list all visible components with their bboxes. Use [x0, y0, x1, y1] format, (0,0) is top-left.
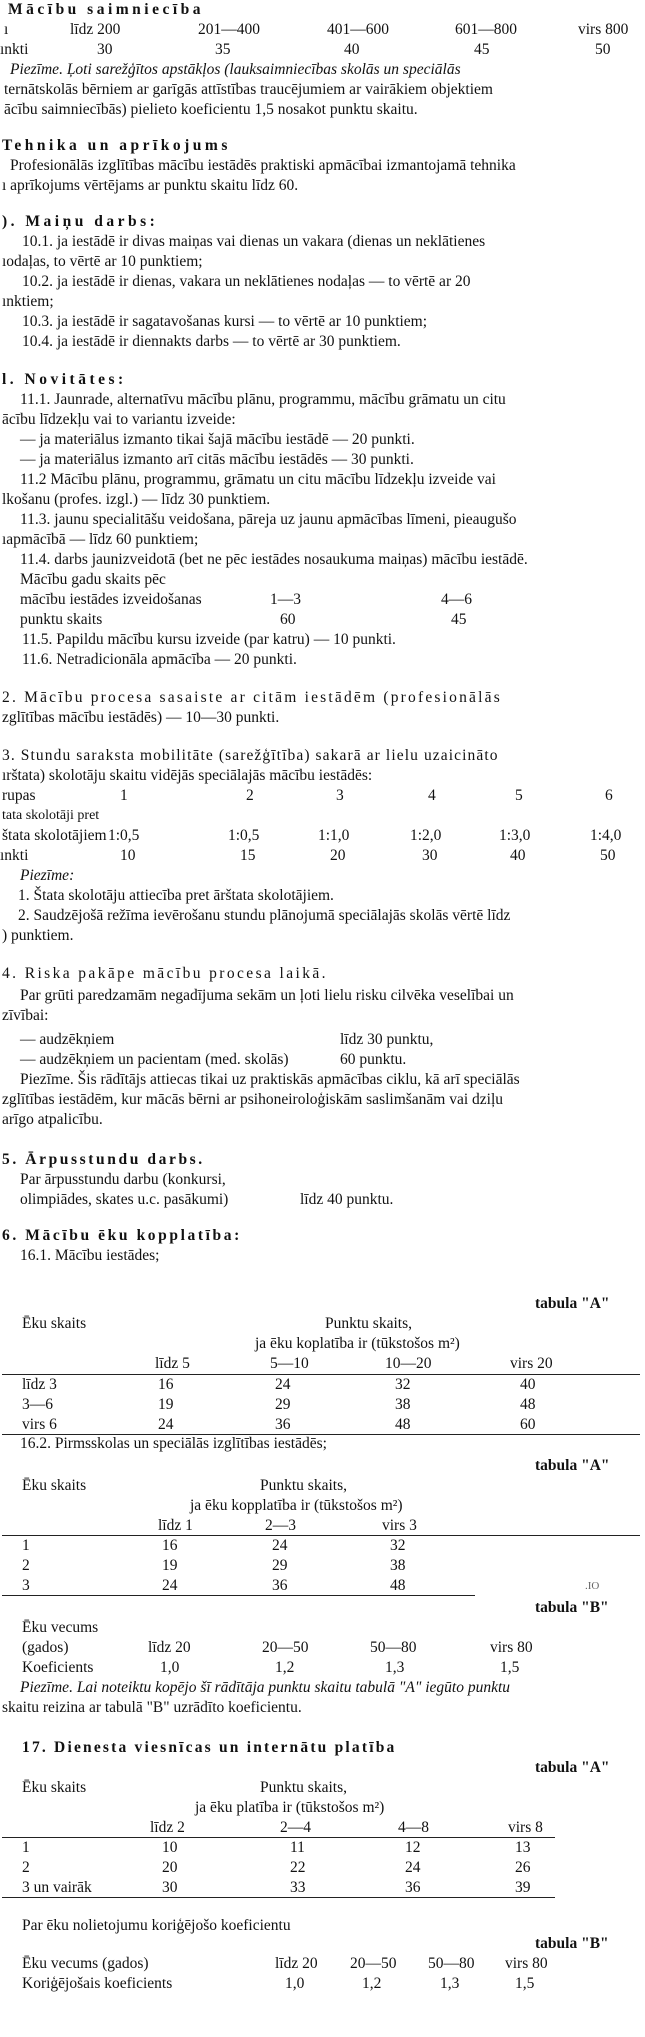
table-cell: 1:0,5 — [228, 827, 260, 844]
table-cell: 30 — [162, 1879, 178, 1896]
table-cell: 1:3,0 — [499, 827, 531, 844]
table-cell: 1,3 — [440, 1975, 460, 1992]
table-cell: 1—3 — [270, 591, 301, 608]
column-header: Punktu skaits, — [325, 1315, 412, 1332]
column-header: ja ēku kopplatība ir (tūkstošos m²) — [190, 1497, 403, 1514]
table-cell: virs 80 — [490, 1639, 533, 1656]
table-cell: 48 — [395, 1416, 411, 1433]
table-cell: līdz 30 punktu, — [340, 1031, 434, 1048]
table-cell: līdz 40 punktu. — [300, 1191, 394, 1208]
column-header: Ēku skaits — [22, 1779, 87, 1796]
table-cell: 1,2 — [275, 1659, 295, 1676]
table-rule — [2, 1837, 555, 1838]
table-cell: 50 — [595, 41, 611, 58]
table-cell: 1,0 — [285, 1975, 305, 1992]
text-line: 11.3. jaunu specialitāšu veidošana, pāreja uz jaunu apmācības līmeni, pieaugušo — [20, 511, 517, 528]
table-cell: 1,0 — [160, 1659, 180, 1676]
section-title: l. Novitātes: — [2, 371, 127, 388]
row-label: Koriģējošais koeficients — [22, 1975, 173, 1992]
section-title: 2. Mācību procesa sasaiste ar citām iestādēm (profesionālās — [2, 689, 502, 706]
table-tag: tabula "B" — [535, 1599, 609, 1616]
table-cell: 32 — [390, 1537, 406, 1554]
text-line: ācību līdzekļu vai to variantu izveide: — [2, 411, 236, 428]
table-cell: 11 — [290, 1839, 305, 1856]
row-label: 3 un vairāk — [22, 1879, 92, 1896]
row-label: Ēku vecums — [22, 1619, 99, 1636]
text-line: lkošanu (profes. izgl.) — līdz 30 punktiem. — [2, 491, 271, 508]
document-page: Mācību saimniecība ı līdz 200 201—400 401—600 601—800 virs 800 ınkti 30 35 40 45 50 Piezīme. Ļoti sarežģītos apstākļos (lauksaimniecības skolās un speciālās ternātskolās bērniem ar garīgās attīstības traucējumiem ar vairākiem objektiem ācību saimniecībās) pielieto koeficientu 1,5 nosakot punktu skaitu. Tehnika un aprīkojums Profesionālās izglītības mācību iestādēs praktiski apmācībai izmantojamā tehnika ı aprīkojums vērtējams ar punktu skaitu līdz 60. ). Maiņu darbs: 10.1. ja iestādē ir divas maiņas vai dienas un vakara (dienas un neklātienes ıodaļas, to vērtē ar 10 punktiem; 10.2. ja iestādē ir dienas, vakara un neklātienes nodaļas — to vērtē ar 20 ınktiem; 10.3. ja iestādē ir sagatavošanas kursi — to vērtē ar 10 punktiem; 10.4. ja iestādē ir diennakts darbs — to vērtē ar 30 punktiem. l. Novitātes: 11.1. Jaunrade, alternatīvu mācību plānu, programmu, mācību grāmatu un citu ācību līdzekļu vai to variantu izveide: — ja materiālus izmanto tikai šajā mācību iestādē — 20 punkti. — ja materiālus izmanto arī citās mācību iestādēs — 30 punkti. 11.2 Mācību plānu, programmu, grāmatu un citu mācību līdzekļu izveide vai lkošanu (profes. izgl.) — līdz 30 punktiem. 11.3. jaunu specialitāšu veidošana, pāreja uz jaunu apmācības līmeni, pieaugušo ıapmācībā — līdz 60 punktiem; 11.4. darbs jaunizveidotā (bet ne pēc iestādes nosaukuma maiņas) mācību iestādē. Mācību gadu skaits pēc mācību iestādes izveidošanas 1—3 4—6 punktu skaits 60 45 11.5. Papildu mācību kursu izveide (par katru) — 10 punkti. 11.6. Netradicionāla apmācība — 20 punkti. 2. Mācību procesa sasaiste ar citām iestādēm (profesionālās zglītības mācību iestādēs) — 10—30 punkti. 3. Stundu saraksta mobilitāte (sarežģītība) sakarā ar lielu uzaicināto ırštata) skolotāju skaitu vidējās speciālajās mācību iestādēs: rupas 1 2 3 4 5 6 tata skolotāji pret štata skolotājiem 1:0,5 1:0,5 1:1,0 1:2,0 1:3,0 1:4,0 ınkti 10 15 20 30 40 50 Piezīme: 1. Štata skolotāju attiecība pret ārštata skolotājiem. 2. Saudzējošā režīma ievērošanu stundu plānojumā speciālajās skolās vērtē līdz ) punktiem. 4. Riska pakāpe mācību procesa laikā. Par grūti paredzamām negadījuma sekām un ļoti lielu risku cilvēka veselībai un zīvībai: — audzēkņiem līdz 30 punktu, — audzēkņiem un pacientam (med. skolās) 60 punktu. Piezīme. Šis rādītājs attiecas tikai uz praktiskās apmācības ciklu, kā arī speciālās zglītības iestādēm, kur mācās bērni ar psihoneiroloģiskām saslimšanām vai dziļu arīgo atpalicību. 5. Ārpusstundu darbs. Par ārpusstundu darbu (konkursi, olimpiādes, skates u.c. pasākumi) līdz 40 punktu. 6. Mācību ēku kopplatība: 16.1. Mācību iestādes; tabula "A" Ēku skaits Punktu skaits, ja ēku koplatība ir (tūkstošos m²) līdz 5 5—10 10—20 virs 20 līdz 3 16 24 32 40 3—6 19 29 38 48 virs 6 24 36 48 60 16.2. Pirmsskolas un speciālās izglītības iestādēs; tabula "A" Ēku skaits Punktu skaits, ja ēku kopplatība ir (tūkstošos m²) līdz 1 2—3 virs 3 1 16 24 32 2 19 29 38 3 24 36 48 .IO tabula "B" Ēku vecums (gados) līdz 20 20—50 50—80 virs 80 Koeficients 1,0 1,2 1,3 1,5 Piezīme. Lai noteiktu kopējo šī rādītāja punktu skaitu tabulā "A" iegūto punktu skaitu reizina ar tabulā "B" uzrādīto koeficientu. 17. Dienesta viesnīcas un internātu platība tabula "A" Ēku skaits Punktu skaits, ja ēku platība ir (tūkstošos m²) līdz 2 2—4 4—8 virs 8 1 10 11 12 13 2 20 22 24 26 3 un vairāk 30 33 36 39 Par ēku nolietojumu koriģējošo koeficientu tabula "B" Ēku vecums (gados) līdz 20 20—50 50—80 virs 80 Koriģējošais koeficients 1,0 1,2 1,3 1,5 — [0, 0, 645, 2037]
stray-mark: .IO — [585, 1580, 600, 1592]
row-label: tata skolotāji pret — [2, 808, 100, 823]
table-cell: 36 — [405, 1879, 421, 1896]
note-line: zglītības iestādēm, kur mācās bērni ar psihoneiroloģiskām saslimšanām vai dziļu — [2, 1091, 504, 1108]
column-header: ja ēku platība ir (tūkstošos m²) — [195, 1799, 385, 1816]
row-label: rupas — [2, 787, 36, 804]
section-title: Mācību saimniecība — [8, 1, 205, 18]
table-cell: 16 — [162, 1537, 178, 1554]
note-line: 1. Štata skolotāju attiecība pret ārštata skolotājiem. — [18, 887, 334, 904]
table-cell: 20—50 — [262, 1639, 309, 1656]
text-line: 10.4. ja iestādē ir diennakts darbs — to vērtē ar 30 punktiem. — [22, 333, 401, 350]
note-line: ācību saimniecībās) pielieto koeficientu 1,5 nosakot punktu skaitu. — [4, 101, 418, 118]
row-label: punktu skaits — [20, 611, 103, 628]
text-line: Par ārpusstundu darbu (konkursi, — [20, 1171, 226, 1188]
table-cell: 24 — [275, 1376, 291, 1393]
row-label: 3—6 — [22, 1396, 53, 1413]
section-title: 4. Riska pakāpe mācību procesa laikā. — [2, 965, 328, 982]
table-cell: 601—800 — [455, 21, 517, 38]
text-line: Mācību gadu skaits pēc — [20, 571, 166, 588]
table-cell: 1:0,5 — [108, 827, 140, 844]
table-cell: 1 — [120, 787, 128, 804]
table-tag: tabula "B" — [535, 1935, 609, 1952]
column-header: 2—3 — [265, 1517, 296, 1534]
table-cell: 3 — [336, 787, 344, 804]
table-cell: 13 — [515, 1839, 531, 1856]
table-cell: 38 — [390, 1557, 406, 1574]
row-label: štata skolotājiem — [2, 827, 107, 844]
text-line: zglītības mācību iestādēs) — 10—30 punkti. — [2, 709, 280, 726]
table-cell: 22 — [290, 1859, 306, 1876]
table-cell: 10 — [120, 847, 136, 864]
table-cell: 1:2,0 — [410, 827, 442, 844]
table-cell: 36 — [275, 1416, 291, 1433]
section-title: Tehnika un aprīkojums — [2, 137, 231, 154]
table-cell: 20 — [330, 847, 346, 864]
column-header: Ēku skaits — [22, 1477, 87, 1494]
table-rule — [2, 1595, 475, 1596]
note-line: Piezīme. Ļoti sarežģītos apstākļos (lauksaimniecības skolās un speciālās — [10, 61, 461, 78]
table-cell: 1:1,0 — [318, 827, 350, 844]
row-label: ınkti — [0, 41, 29, 58]
column-header: 2—4 — [280, 1819, 311, 1836]
note-label: Piezīme: — [20, 867, 75, 884]
row-label: — audzēkņiem un pacientam (med. skolās) — [20, 1051, 289, 1068]
table-cell: 10 — [162, 1839, 178, 1856]
table-cell: 29 — [272, 1557, 288, 1574]
table-cell: 5 — [515, 787, 523, 804]
note-line: skaitu reizina ar tabulā "B" uzrādīto koeficientu. — [2, 1699, 302, 1716]
text-line: Par ēku nolietojumu koriģējošo koeficientu — [22, 1917, 291, 1934]
table-cell: 1:4,0 — [590, 827, 622, 844]
column-header: līdz 2 — [150, 1819, 185, 1836]
table-cell: 6 — [605, 787, 613, 804]
table-cell: 24 — [272, 1537, 288, 1554]
table-cell: 26 — [515, 1859, 531, 1876]
row-label: 1 — [22, 1537, 30, 1554]
column-header: Punktu skaits, — [260, 1477, 347, 1494]
table-tag: tabula "A" — [535, 1457, 610, 1474]
table-cell: 50—80 — [370, 1639, 417, 1656]
table-cell: līdz 20 — [275, 1955, 318, 1972]
table-cell: 24 — [405, 1859, 421, 1876]
note-line: ) punktiem. — [2, 927, 74, 944]
text-line: ırštata) skolotāju skaitu vidējās speciālajās mācību iestādēs: — [2, 767, 373, 784]
table-tag: tabula "A" — [535, 1759, 610, 1776]
row-label: mācību iestādes izveidošanas — [20, 591, 202, 608]
table-cell: 24 — [162, 1577, 178, 1594]
table-cell: 50—80 — [428, 1955, 475, 1972]
table-cell: 1,2 — [362, 1975, 382, 1992]
text-line: 11.4. darbs jaunizveidotā (bet ne pēc iestādes nosaukuma maiņas) mācību iestādē. — [20, 551, 528, 568]
row-label: līdz 3 — [22, 1376, 57, 1393]
text-line: Profesionālās izglītības mācību iestādēs praktiski apmācībai izmantojamā tehnika — [10, 157, 516, 174]
note-line: Piezīme. Lai noteiktu kopējo šī rādītāja punktu skaitu tabulā "A" iegūto punktu — [20, 1679, 511, 1696]
column-header: 4—8 — [398, 1819, 429, 1836]
table-cell: 20 — [162, 1859, 178, 1876]
column-header: līdz 1 — [158, 1517, 193, 1534]
text-line: ı aprīkojums vērtējams ar punktu skaitu līdz 60. — [2, 177, 299, 194]
text-line: Par grūti paredzamām negadījuma sekām un ļoti lielu risku cilvēka veselībai un — [20, 987, 514, 1004]
table-cell: 30 — [422, 847, 438, 864]
table-tag: tabula "A" — [535, 1295, 610, 1312]
text-line: ıodaļas, to vērtē ar 10 punktiem; — [2, 253, 203, 270]
table-cell: 24 — [158, 1416, 174, 1433]
table-cell: 1,3 — [385, 1659, 405, 1676]
table-cell: virs 800 — [578, 21, 629, 38]
table-cell: 40 — [520, 1376, 536, 1393]
text-line: — ja materiālus izmanto arī citās mācību iestādēs — 30 punkti. — [20, 451, 414, 468]
table-cell: 15 — [240, 847, 256, 864]
table-cell: 48 — [520, 1396, 536, 1413]
note-line: arīgo atpalicību. — [2, 1111, 103, 1128]
text-line: 11.2 Mācību plānu, programmu, grāmatu un citu mācību līdzekļu izveide vai — [20, 471, 496, 488]
text-line: — ja materiālus izmanto tikai šajā mācību iestādē — 20 punkti. — [20, 431, 415, 448]
section-title: 6. Mācību ēku kopplatība: — [2, 1227, 242, 1244]
text-line: 10.3. ja iestādē ir sagatavošanas kursi — to vērtē ar 10 punktiem; — [22, 313, 428, 330]
text-line: 11.5. Papildu mācību kursu izveide (par katru) — 10 punkti. — [22, 631, 396, 648]
table-cell: 36 — [272, 1577, 288, 1594]
section-title: ). Maiņu darbs: — [2, 213, 159, 230]
row-label: (gados) — [22, 1639, 69, 1656]
row-label: 1 — [22, 1839, 30, 1856]
table-cell: 33 — [290, 1879, 306, 1896]
table-cell: 201—400 — [198, 21, 260, 38]
row-label: 2 — [22, 1557, 30, 1574]
section-title: 17. Dienesta viesnīcas un internātu platība — [22, 1739, 397, 1756]
text-line: 11.1. Jaunrade, alternatīvu mācību plānu, programmu, mācību grāmatu un citu — [20, 391, 506, 408]
column-header: virs 3 — [382, 1517, 417, 1534]
text-line: 16.1. Mācību iestādes; — [20, 1247, 160, 1264]
table-cell: 19 — [158, 1396, 174, 1413]
table-cell: 1,5 — [515, 1975, 535, 1992]
column-header: virs 20 — [510, 1355, 553, 1372]
table-cell: virs 80 — [505, 1955, 548, 1972]
column-header: ja ēku koplatība ir (tūkstošos m²) — [255, 1335, 460, 1352]
column-header: Ēku skaits — [22, 1315, 87, 1332]
text-line: 10.1. ja iestādē ir divas maiņas vai dienas un vakara (dienas un neklātienes — [22, 233, 486, 250]
column-header: 5—10 — [270, 1355, 309, 1372]
note-line: Piezīme. Šis rādītājs attiecas tikai uz praktiskās apmācības ciklu, kā arī speciālās — [20, 1071, 520, 1088]
table-cell: 48 — [390, 1577, 406, 1594]
table-cell: 16 — [158, 1376, 174, 1393]
section-title: 3. Stundu saraksta mobilitāte (sarežģītība) sakarā ar lielu uzaicināto — [2, 747, 499, 764]
table-cell: 401—600 — [327, 21, 389, 38]
column-header: virs 8 — [508, 1819, 543, 1836]
text-line: ınktiem; — [2, 293, 54, 310]
table-rule — [2, 1535, 640, 1536]
row-label: ınkti — [0, 847, 29, 864]
table-cell: 40 — [344, 41, 360, 58]
column-header: līdz 5 — [155, 1355, 190, 1372]
text-line: olimpiādes, skates u.c. pasākumi) — [20, 1191, 229, 1208]
table-cell: 35 — [215, 41, 231, 58]
row-label: Ēku vecums (gados) — [22, 1955, 149, 1972]
row-label: 2 — [22, 1859, 30, 1876]
note-line: 2. Saudzējošā režīma ievērošanu stundu plānojumā speciālajās skolās vērtē līdz — [18, 907, 511, 924]
table-rule — [2, 1897, 555, 1898]
table-cell: 20—50 — [350, 1955, 397, 1972]
row-label: 3 — [22, 1577, 30, 1594]
table-cell: 12 — [405, 1839, 421, 1856]
row-label: virs 6 — [22, 1416, 57, 1433]
column-header: 10—20 — [385, 1355, 432, 1372]
text-line: 10.2. ja iestādē ir dienas, vakara un neklātienes nodaļas — to vērtē ar 20 — [22, 273, 471, 290]
row-label: — audzēkņiem — [20, 1031, 115, 1048]
table-cell: 4—6 — [441, 591, 472, 608]
table-cell: 45 — [451, 611, 467, 628]
table-cell: līdz 200 — [70, 21, 121, 38]
note-line: ternātskolās bērniem ar garīgās attīstības traucējumiem ar vairākiem objektiem — [4, 81, 493, 98]
table-cell: 19 — [162, 1557, 178, 1574]
table-cell: 45 — [474, 41, 490, 58]
text-line: 16.2. Pirmsskolas un speciālās izglītības iestādēs; — [20, 1435, 327, 1452]
row-label: Koeficients — [22, 1659, 94, 1676]
table-cell: 60 — [280, 611, 296, 628]
table-cell: 29 — [275, 1396, 291, 1413]
table-cell: 60 — [520, 1416, 536, 1433]
table-cell: 4 — [428, 787, 436, 804]
table-cell: 30 — [97, 41, 113, 58]
table-rule — [2, 1374, 640, 1375]
text-line: zīvībai: — [2, 1007, 49, 1024]
text-line: 11.6. Netradicionāla apmācība — 20 punkti. — [22, 651, 297, 668]
table-cell: 40 — [510, 847, 526, 864]
table-cell: 1,5 — [500, 1659, 520, 1676]
table-cell: 38 — [395, 1396, 411, 1413]
text-line: ıapmācībā — līdz 60 punktiem; — [2, 531, 199, 548]
table-cell: 39 — [515, 1879, 531, 1896]
table-cell: 50 — [600, 847, 616, 864]
table-cell: 60 punktu. — [340, 1051, 407, 1068]
column-header: Punktu skaits, — [260, 1779, 347, 1796]
table-cell: 32 — [395, 1376, 411, 1393]
section-title: 5. Ārpusstundu darbs. — [2, 1151, 205, 1168]
table-cell: līdz 20 — [148, 1639, 191, 1656]
table-cell: 2 — [246, 787, 254, 804]
